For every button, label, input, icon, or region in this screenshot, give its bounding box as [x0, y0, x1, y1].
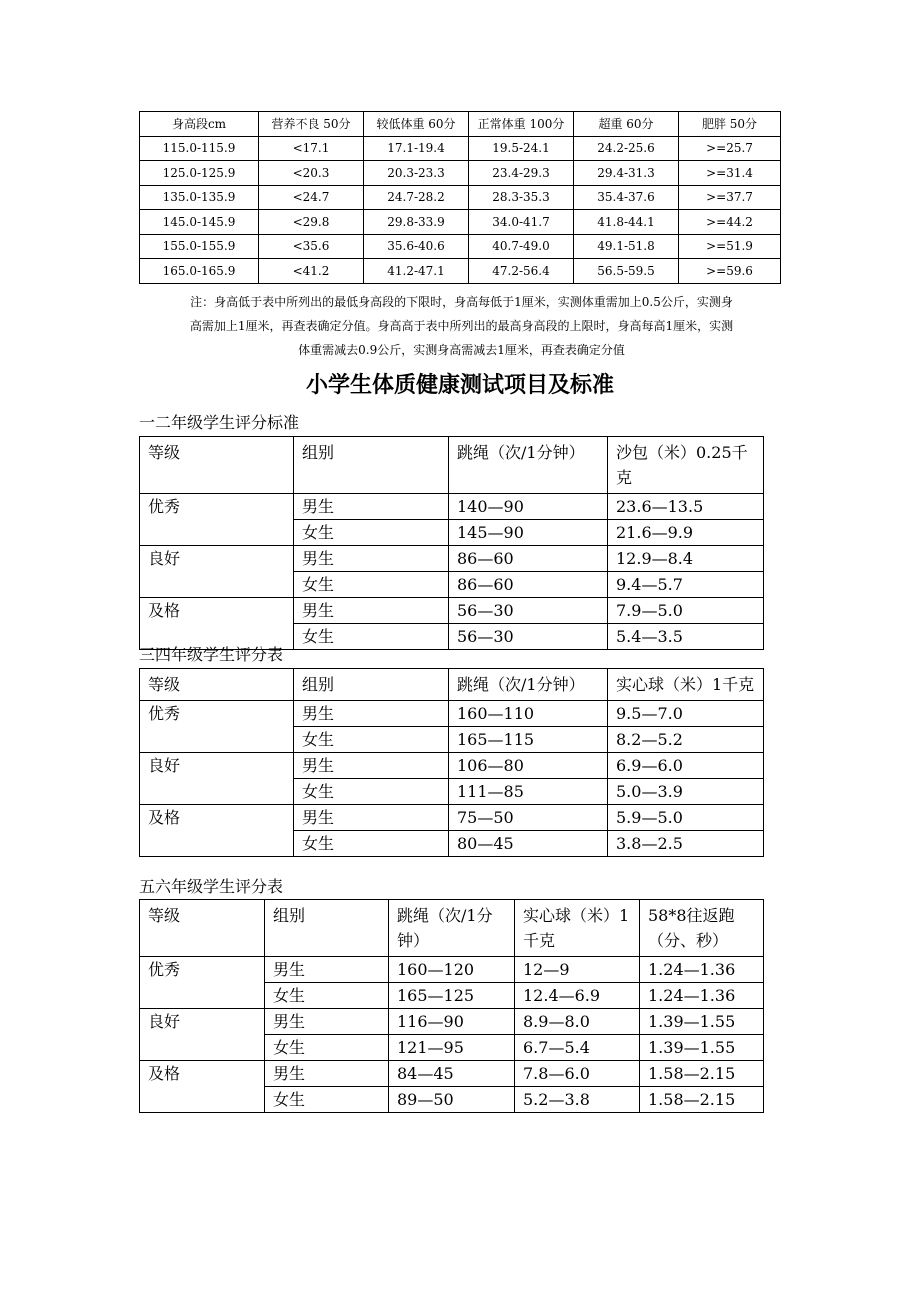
table-cell: >=31.4: [679, 161, 781, 186]
header-cell: 等级: [140, 669, 294, 701]
table-row: [140, 753, 764, 779]
table-cell: <29.8: [259, 210, 364, 235]
table-cell: 49.1-51.8: [574, 234, 679, 259]
table-cell: 47.2-56.4: [469, 259, 574, 284]
table-cell: 及格: [140, 598, 294, 624]
table-row: [140, 136, 781, 161]
table-row: [140, 957, 764, 983]
table-cell: 1.24—1.36: [640, 957, 764, 983]
table-cell: 23.4-29.3: [469, 161, 574, 186]
table-row: [140, 831, 764, 857]
table-cell: 56.5-59.5: [574, 259, 679, 284]
table-cell: 男生: [294, 598, 449, 624]
table-cell: 20.3-23.3: [364, 161, 469, 186]
table-cell: 9.4—5.7: [608, 572, 764, 598]
table-cell: 86—60: [449, 572, 608, 598]
table-cell: <17.1: [259, 136, 364, 161]
grade56-table: [139, 899, 764, 1113]
table-cell: 1.58—2.15: [640, 1087, 764, 1113]
header-cell: 身高段cm: [140, 112, 259, 137]
table-cell: 40.7-49.0: [469, 234, 574, 259]
table-cell: 3.8—2.5: [608, 831, 764, 857]
table-cell: 5.0—3.9: [608, 779, 764, 805]
table-cell: 及格: [140, 805, 294, 831]
header-cell: 实心球（米）1千克: [515, 900, 640, 957]
table-cell: 女生: [265, 1035, 389, 1061]
table-cell: [140, 572, 294, 598]
table-cell: 56—30: [449, 598, 608, 624]
header-cell: 超重 60分: [574, 112, 679, 137]
section-label-grade12: 一二年级学生评分标准: [139, 413, 300, 432]
table-cell: 良好: [140, 546, 294, 572]
table-cell: 21.6—9.9: [608, 520, 764, 546]
table-row: [140, 546, 764, 572]
table-cell: 6.7—5.4: [515, 1035, 640, 1061]
table-cell: 35.6-40.6: [364, 234, 469, 259]
grade12-table: [139, 436, 764, 650]
table-cell: [140, 983, 265, 1009]
table-cell: 34.0-41.7: [469, 210, 574, 235]
table-row: [140, 494, 764, 520]
table-cell: 1.39—1.55: [640, 1035, 764, 1061]
table-row: [140, 779, 764, 805]
table-cell: 135.0-135.9: [140, 185, 259, 210]
table-row: [140, 572, 764, 598]
note-line: 高需加上1厘米，再查表确定分值。身高高于表中所列出的最高身高段的上限时，身高每高1厘米，实测: [189, 319, 734, 333]
header-cell: 组别: [294, 669, 449, 701]
table-cell: 24.7-28.2: [364, 185, 469, 210]
table-row: [140, 701, 764, 727]
table-cell: [140, 727, 294, 753]
table-cell: 145.0-145.9: [140, 210, 259, 235]
table-cell: 35.4-37.6: [574, 185, 679, 210]
table-header-row: [140, 437, 764, 494]
table-cell: <24.7: [259, 185, 364, 210]
header-cell: 跳绳（次/1分钟）: [449, 437, 608, 494]
table-row: [140, 1087, 764, 1113]
table-cell: 17.1-19.4: [364, 136, 469, 161]
table-row: [140, 1061, 764, 1087]
table-cell: 7.9—5.0: [608, 598, 764, 624]
header-cell: 组别: [294, 437, 449, 494]
table-header-row: [140, 669, 764, 701]
table-cell: 115.0-115.9: [140, 136, 259, 161]
table-cell: 160—110: [449, 701, 608, 727]
table-row: [140, 520, 764, 546]
table-cell: [140, 1035, 265, 1061]
table-cell: 男生: [294, 701, 449, 727]
table-cell: 女生: [294, 520, 449, 546]
header-cell: 跳绳（次/1分钟）: [449, 669, 608, 701]
table-cell: 良好: [140, 753, 294, 779]
table-cell: 84—45: [389, 1061, 515, 1087]
header-cell: 营养不良 50分: [259, 112, 364, 137]
table-cell: 24.2-25.6: [574, 136, 679, 161]
table-cell: 75—50: [449, 805, 608, 831]
table-cell: 男生: [265, 1009, 389, 1035]
table-cell: 165.0-165.9: [140, 259, 259, 284]
table-cell: 女生: [265, 1087, 389, 1113]
header-cell: 等级: [140, 437, 294, 494]
table-cell: 145—90: [449, 520, 608, 546]
table-cell: 41.2-47.1: [364, 259, 469, 284]
table-cell: 56—30: [449, 624, 608, 650]
header-cell: 正常体重 100分: [469, 112, 574, 137]
table-cell: 5.4—3.5: [608, 624, 764, 650]
header-cell: 沙包（米）0.25千克: [608, 437, 764, 494]
header-cell: 组别: [265, 900, 389, 957]
header-cell: 较低体重 60分: [364, 112, 469, 137]
table-cell: 12—9: [515, 957, 640, 983]
table-cell: 165—125: [389, 983, 515, 1009]
table-cell: 86—60: [449, 546, 608, 572]
header-cell: 58*8往返跑（分、秒）: [640, 900, 764, 957]
grade34-table: [139, 668, 764, 857]
table-row: [140, 234, 781, 259]
table-cell: 女生: [265, 983, 389, 1009]
table-header-row: [140, 112, 781, 137]
table-cell: <41.2: [259, 259, 364, 284]
table-cell: 7.8—6.0: [515, 1061, 640, 1087]
table-cell: 29.4-31.3: [574, 161, 679, 186]
table-cell: 优秀: [140, 701, 294, 727]
table-cell: 男生: [265, 957, 389, 983]
table-cell: 男生: [294, 753, 449, 779]
table-cell: 男生: [265, 1061, 389, 1087]
table-cell: <35.6: [259, 234, 364, 259]
table-cell: <20.3: [259, 161, 364, 186]
table-cell: 125.0-125.9: [140, 161, 259, 186]
table-cell: 男生: [294, 805, 449, 831]
table-cell: 8.2—5.2: [608, 727, 764, 753]
table-cell: 1.24—1.36: [640, 983, 764, 1009]
table-cell: >=37.7: [679, 185, 781, 210]
table-cell: 男生: [294, 494, 449, 520]
table-cell: 女生: [294, 572, 449, 598]
page-title: 小学生体质健康测试项目及标准: [305, 373, 614, 398]
table-cell: 6.9—6.0: [608, 753, 764, 779]
table-cell: 女生: [294, 624, 449, 650]
table-cell: [140, 1087, 265, 1113]
table-cell: 5.2—3.8: [515, 1087, 640, 1113]
weight-standard-table: [139, 111, 781, 284]
table-cell: >=44.2: [679, 210, 781, 235]
table-cell: 9.5—7.0: [608, 701, 764, 727]
table-header-row: [140, 900, 764, 957]
table-cell: >=59.6: [679, 259, 781, 284]
table-cell: 89—50: [389, 1087, 515, 1113]
table-cell: [140, 831, 294, 857]
table-row: [140, 598, 764, 624]
table-cell: 女生: [294, 727, 449, 753]
table-cell: 111—85: [449, 779, 608, 805]
table-row: [140, 1035, 764, 1061]
table-cell: 12.4—6.9: [515, 983, 640, 1009]
table-cell: [140, 779, 294, 805]
table-cell: 121—95: [389, 1035, 515, 1061]
table-cell: 1.39—1.55: [640, 1009, 764, 1035]
table-cell: 29.8-33.9: [364, 210, 469, 235]
header-cell: 实心球（米）1千克: [608, 669, 764, 701]
section-label-grade34: 三四年级学生评分表: [139, 645, 284, 664]
table-row: [140, 259, 781, 284]
table-cell: 女生: [294, 779, 449, 805]
table-cell: 良好: [140, 1009, 265, 1035]
header-cell: 肥胖 50分: [679, 112, 781, 137]
table-cell: >=51.9: [679, 234, 781, 259]
note-line: 体重需减去0.9公斤，实测身高需减去1厘米，再查表确定分值: [298, 343, 625, 357]
header-cell: 跳绳（次/1分钟）: [389, 900, 515, 957]
section-label-grade56: 五六年级学生评分表: [139, 877, 284, 896]
table-cell: 106—80: [449, 753, 608, 779]
table-cell: 19.5-24.1: [469, 136, 574, 161]
table-cell: 及格: [140, 1061, 265, 1087]
table-row: [140, 805, 764, 831]
table-cell: 28.3-35.3: [469, 185, 574, 210]
note-line: 注：身高低于表中所列出的最低身高段的下限时，身高每低于1厘米，实测体重需加上0.5公斤，实测身: [190, 295, 733, 309]
table-cell: 116—90: [389, 1009, 515, 1035]
table-cell: [140, 520, 294, 546]
table-cell: 23.6—13.5: [608, 494, 764, 520]
table-cell: >=25.7: [679, 136, 781, 161]
table-row: [140, 727, 764, 753]
header-cell: 等级: [140, 900, 265, 957]
table-row: [140, 1009, 764, 1035]
table-cell: 155.0-155.9: [140, 234, 259, 259]
table-row: [140, 185, 781, 210]
table-cell: 8.9—8.0: [515, 1009, 640, 1035]
table-cell: 优秀: [140, 957, 265, 983]
table-row: [140, 210, 781, 235]
table-cell: 160—120: [389, 957, 515, 983]
table-cell: 41.8-44.1: [574, 210, 679, 235]
table-row: [140, 983, 764, 1009]
table-cell: 165—115: [449, 727, 608, 753]
table-cell: 女生: [294, 831, 449, 857]
table-row: [140, 161, 781, 186]
table-cell: 5.9—5.0: [608, 805, 764, 831]
table-cell: 12.9—8.4: [608, 546, 764, 572]
table-cell: 80—45: [449, 831, 608, 857]
table-cell: 男生: [294, 546, 449, 572]
table-cell: 140—90: [449, 494, 608, 520]
table-cell: 1.58—2.15: [640, 1061, 764, 1087]
table-cell: 优秀: [140, 494, 294, 520]
